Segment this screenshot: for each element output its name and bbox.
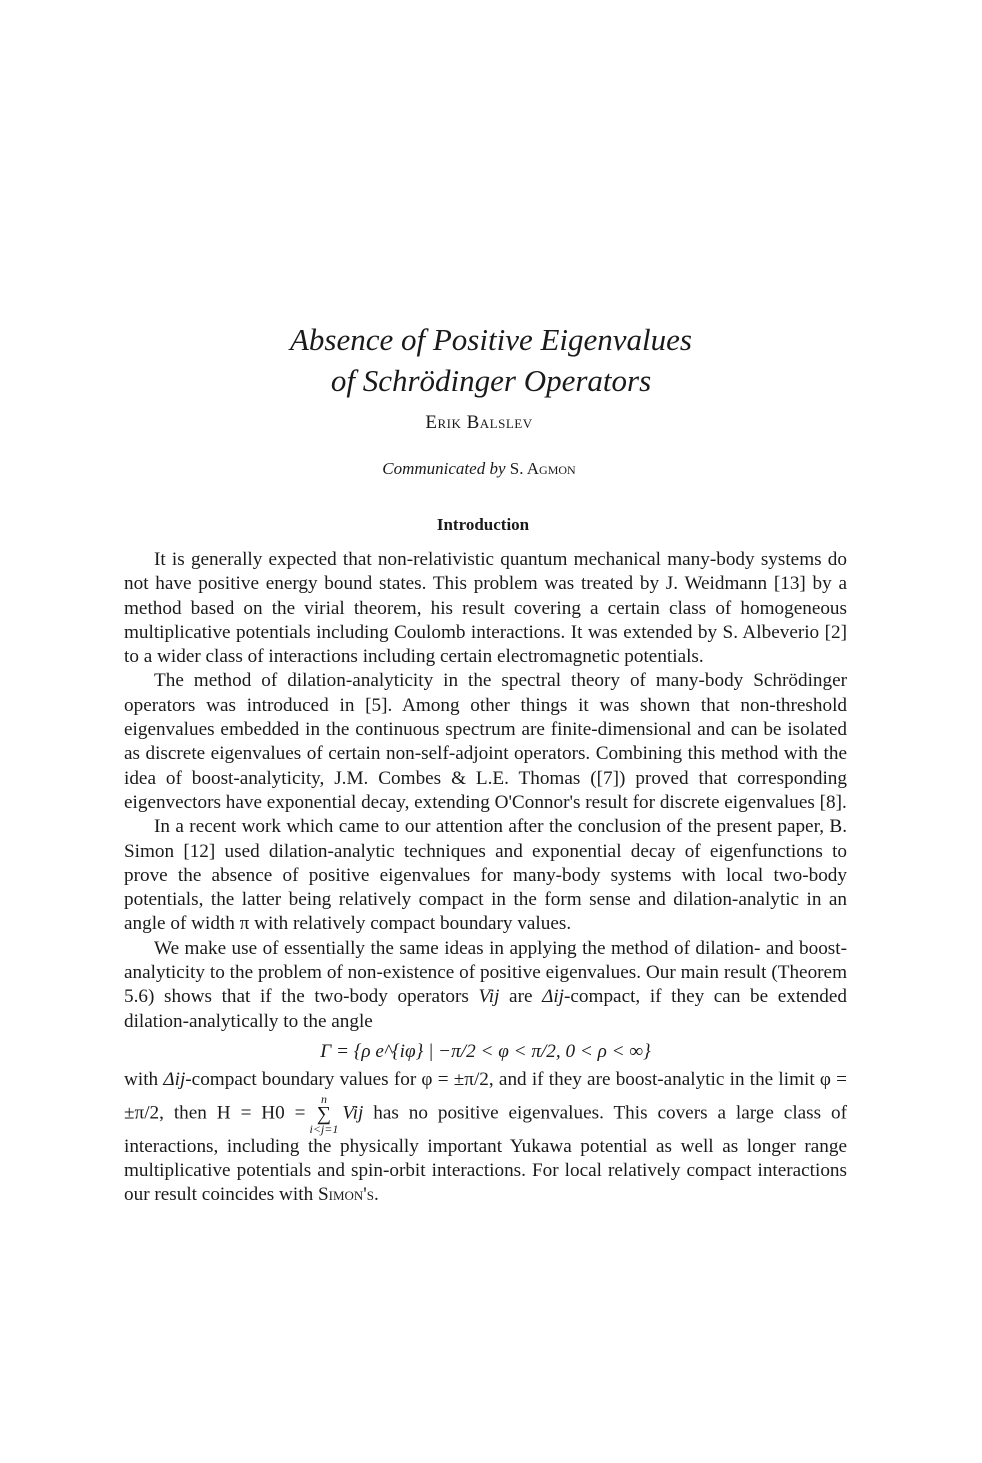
paragraph-5-part-3: has no positive eigenvalues. This covers a large class of interactions, including the physically important Yukawa potential as well as longer range multiplicative potentials and spin-orbit interactions. For local relatively compact interactions our result coincides with [124,1101,848,1206]
display-equation: Γ = {ρ e^{iφ} | −π/2 < φ < π/2, 0 < ρ < ∞} [320,1040,651,1062]
paragraph-3: In a recent work which came to our attention after the conclusion of the present paper, B. Simon [12] used dilation-analytic techniques and exponential decay of eigenfunctions to prove the absence of positive eigenvalues for many-body systems with local two-body potentials, the latter being relatively compact in the form sense and dilation-analytic in an angle of width π with relatively compact boundary values. [124,816,847,935]
vij-symbol: Vij [478,986,500,1008]
delta-ij-symbol-2: Δij [163,1069,186,1091]
communicated-prefix: Communicated by [382,459,506,478]
paragraph-4-part-2: are [509,986,533,1008]
body-text [124,548,847,1207]
paragraph-4-part-3: -compact, if they can be extended dilation-analytically to the angle [124,986,847,1032]
sigma-icon: ∑ [316,1102,332,1125]
paragraph-5-part-1: with [124,1069,159,1091]
vij-symbol-2: Vij [342,1101,364,1123]
sum-upper-limit: n [320,1091,327,1106]
paragraph-5-part-2: -compact boundary values for φ = ±π/2, and if they are boost-analytic in the limit φ = ±π/2, then H = H0 = [124,1069,848,1123]
paragraph-5 [124,1068,847,1207]
title-line-1: Absence of Positive Eigenvalues [289,322,692,357]
summation-symbol [310,1093,339,1135]
paragraph-2: The method of dilation-analyticity in the spectral theory of many-body Schrödinger operators was introduced in [5]. Among other things it was shown that non-threshold eigenvalues embedded in the continuous spectrum are finite-dimensional and can be isolated as discrete eigenvalues of certain non-self-adjoint operators. Combining this method with the idea of boost-analyticity, J.M. Combes & L.E. Thomas ([7]) proved that corresponding eigenvectors have exponential decay, extending O'Connor's result for discrete eigenvalues [8]. [124,670,847,813]
delta-ij-symbol: Δij [542,986,565,1008]
communicator-name: S. Agmon [509,459,576,478]
section-heading: Introduction [436,515,530,534]
paragraph-4-part-1: We make use of essentially the same ideas in applying the method of dilation- and boost-analyticity to the problem of non-existence of positive eigenvalues. Our main result (Theorem 5.6) shows that if the two-body operators [124,937,847,1008]
communicated-by [0,459,958,479]
author-name: Erik Balslev [425,412,533,433]
simon-reference: Simon's. [317,1184,379,1206]
paragraph-1: It is generally expected that non-relativistic quantum mechanical many-body systems do not have positive energy bound states. This problem was treated by J. Weidmann [13] by a method based on the virial theorem, his result covering a certain class of homogeneous multiplicative potentials including Coulomb interactions. It was extended by S. Albeverio [2] to a wider class of interactions including certain electromagnetic potentials. [124,549,847,668]
paragraph-4 [124,937,847,1034]
sum-lower-limit: i<j=1 [309,1121,339,1136]
title-line-2: of Schrödinger Operators [330,363,652,398]
